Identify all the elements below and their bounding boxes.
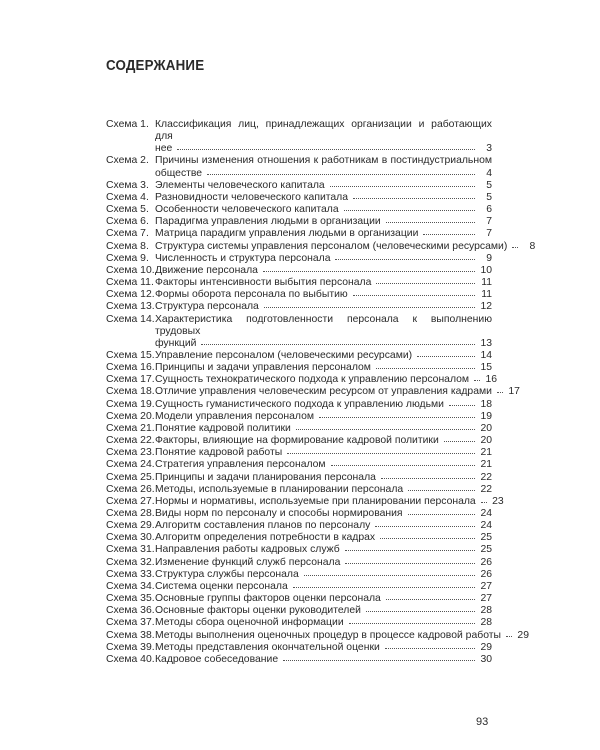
toc-entry-line [155, 399, 492, 411]
dot-leader [381, 478, 475, 479]
toc-entry-page: 23 [492, 495, 504, 507]
toc-entry [106, 362, 492, 374]
toc-entry-line [155, 143, 492, 155]
toc-entry-page: 3 [486, 143, 492, 155]
toc-entry-title: Матрица парадигм управления людьми в организации [155, 228, 419, 240]
toc-entry [106, 119, 492, 155]
toc-entry-page: 25 [480, 532, 492, 544]
toc-entry-line [155, 520, 492, 532]
toc-entry-number: Схема 30. [106, 532, 155, 544]
dot-leader [331, 465, 475, 466]
toc-entry-title: Виды норм по персоналу и способы нормирования [155, 508, 403, 519]
dot-leader [423, 234, 475, 235]
dot-leader [201, 344, 475, 345]
toc-entry-line [155, 374, 498, 386]
toc-entry [106, 569, 492, 581]
toc-entry-page: 28 [480, 617, 492, 629]
toc-entry-line [155, 265, 492, 277]
toc-entry-body [155, 423, 492, 435]
toc-entry-line [155, 654, 492, 666]
toc-entry-body [155, 629, 529, 642]
toc-entry-title: Основные группы факторов оценки персонала [155, 593, 381, 605]
toc-entry-line [155, 484, 492, 496]
toc-entry [106, 192, 492, 204]
dot-leader [408, 490, 475, 491]
toc-entry-number: Схема 19. [106, 398, 155, 410]
toc-entry-title: Алгоритм составления планов по персоналу [155, 520, 371, 532]
dot-leader [264, 307, 475, 308]
toc-entry-line [155, 216, 492, 228]
toc-entry-page: 20 [480, 435, 492, 447]
dot-leader [177, 149, 475, 150]
toc-entry-number: Схема 9. [106, 252, 149, 264]
toc-entry [106, 265, 492, 277]
toc-entry-body [155, 277, 492, 289]
toc-entry-title: Формы оборота персонала по выбытию [155, 289, 348, 301]
toc-entry-title: Факторы, влияющие на формирование кадровой политики [155, 435, 439, 447]
toc-entry-title: Сущность технократического подхода к управлению персоналом [155, 374, 470, 386]
toc-entry-body [155, 216, 492, 228]
toc-entry-page: 27 [480, 580, 492, 592]
toc-entry [106, 520, 492, 532]
toc-entry-title: Управление персоналом (человеческими ресурсами) [155, 349, 413, 361]
toc-entry-number: Схема 25. [106, 471, 155, 483]
toc-entry-number: Схема 33. [106, 568, 155, 580]
toc-entry-page: 4 [486, 167, 492, 179]
toc-entry-page: 7 [486, 228, 492, 240]
toc-entry [106, 557, 492, 569]
dot-leader [330, 186, 475, 187]
toc-entry-body [155, 581, 492, 593]
toc-entry-page: 30 [480, 653, 492, 665]
toc-entry-page: 21 [480, 447, 492, 459]
toc-entry-title: Причины изменения отношения к работникам в постиндустриальном [155, 155, 492, 167]
toc-entry-page: 7 [486, 216, 492, 228]
toc-entry-page: 14 [480, 349, 492, 361]
toc-entry [106, 508, 492, 520]
toc-entry-body [155, 180, 492, 192]
toc-entry-page: 11 [481, 289, 492, 301]
toc-entry-line [155, 593, 492, 605]
toc-entry-body [155, 617, 492, 629]
toc-entry-title: Основные факторы оценки руководителей [155, 605, 361, 617]
toc-entry-body [155, 228, 492, 240]
toc-entry-page: 24 [480, 520, 492, 532]
dot-leader [386, 222, 475, 223]
toc-entry [106, 228, 492, 240]
toc-entry [106, 314, 492, 350]
toc-entry-body [155, 459, 492, 471]
toc-entry-line [155, 629, 529, 642]
toc-entry-body [155, 557, 492, 569]
toc-entry [106, 180, 492, 192]
dot-leader [287, 453, 475, 454]
dot-leader [512, 247, 518, 248]
toc-entry-body [155, 569, 492, 581]
toc-entry-line [155, 642, 492, 654]
toc-entry-body [155, 265, 492, 277]
toc-entry-title: Отличие управления человеческим ресурсом от управления кадрами [155, 386, 492, 398]
toc-entry-number: Схема 32. [106, 556, 155, 568]
toc-entry [106, 642, 492, 654]
toc-entry [106, 240, 536, 253]
toc-entry-title: Факторы интенсивности выбытия персонала [155, 277, 372, 289]
toc-entry-page: 16 [485, 374, 498, 386]
toc-entry-number: Схема 6. [106, 216, 149, 228]
toc-entry-number: Схема 14. [106, 313, 155, 325]
dot-leader [293, 587, 475, 588]
toc-entry-body [155, 386, 520, 398]
toc-entry-number: Схема 31. [106, 544, 155, 556]
toc-entry-number: Схема 10. [106, 264, 155, 276]
toc-entry-line [155, 557, 492, 569]
toc-entry-title: Понятие кадровой работы [155, 447, 283, 459]
toc-entry-line [155, 581, 492, 593]
toc-entry [106, 301, 492, 313]
toc-entry [106, 386, 520, 398]
toc-entry [106, 374, 498, 386]
toc-entry-title: Понятие кадровой политики [155, 422, 291, 434]
toc-entry [106, 253, 492, 265]
toc-entry [106, 411, 492, 423]
toc-entry-page: 5 [486, 191, 492, 203]
toc-entry-number: Схема 34. [106, 580, 155, 592]
dot-leader [386, 599, 475, 600]
toc-entry-title: Методы, используемые в планировании персонала [155, 483, 404, 495]
toc-entry [106, 581, 492, 593]
toc-entry-line [155, 617, 492, 629]
toc-entry-title: Движение персонала [155, 264, 258, 276]
toc-entry-number: Схема 21. [106, 422, 155, 434]
toc-entry-body [155, 593, 492, 605]
toc-entry [106, 216, 492, 228]
toc-entry-line [155, 362, 492, 374]
toc-entry-body [155, 301, 492, 313]
toc-entry-title: Принципы и задачи планирования персонала [155, 471, 376, 483]
toc-entry-line [155, 277, 492, 289]
page-number: 93 [476, 716, 489, 728]
toc-entry-title: Структура системы управления персоналом (человеческими ресурсами) [155, 240, 508, 252]
toc-entry [106, 289, 492, 301]
toc-entry-line [155, 192, 492, 204]
toc-entry-page: 15 [480, 362, 492, 374]
toc-entry [106, 277, 492, 289]
toc-entry-line [155, 204, 492, 216]
toc-entry-title: Модели управления персоналом [155, 410, 315, 422]
toc-entry-body [155, 155, 492, 179]
toc-entry-number: Схема 37. [106, 617, 155, 629]
toc-entry-page: 29 [517, 629, 529, 641]
toc-entry-page: 22 [480, 483, 492, 495]
dot-leader [353, 198, 475, 199]
toc-entry-number: Схема 11. [106, 277, 154, 289]
dot-leader [417, 356, 475, 357]
toc-entry-line [155, 569, 492, 581]
toc-entry-number: Схема 2. [106, 155, 149, 167]
toc-entry [106, 155, 492, 179]
toc-entry [106, 447, 492, 459]
toc-entry-body [155, 362, 492, 374]
toc-entry-page: 22 [480, 471, 492, 483]
toc-entry-title: Особенности человеческого капитала [155, 204, 339, 216]
toc-entry-page: 24 [480, 508, 492, 519]
toc-entry-line [155, 338, 492, 350]
toc-entry-page: 25 [480, 544, 492, 556]
toc-entry-body [155, 240, 536, 253]
toc-entry-number: Схема 18. [106, 386, 155, 398]
toc-entry-number: Схема 16. [106, 362, 155, 374]
toc-entry-title: обществе [155, 167, 203, 179]
toc-entry-line [155, 532, 492, 544]
toc-entry-line [155, 508, 492, 520]
toc-entry-number: Схема 26. [106, 483, 155, 495]
toc-entry-title: Элементы человеческого капитала [155, 179, 325, 191]
toc-entry-title: Структура персонала [155, 301, 259, 313]
toc-entry-body [155, 374, 498, 386]
dot-leader [296, 429, 475, 430]
toc-entry-number: Схема 15. [106, 349, 155, 361]
dot-leader [349, 623, 475, 624]
toc-heading: СОДЕРЖАНИЕ [106, 58, 205, 74]
dot-leader [366, 611, 475, 612]
dot-leader [376, 283, 475, 284]
dot-leader [376, 368, 475, 369]
toc-entry-line [155, 180, 492, 192]
toc-entry-page: 29 [480, 641, 492, 653]
toc-entry-body [155, 508, 492, 520]
toc-entry-page: 12 [480, 301, 492, 313]
toc-entry-line [155, 495, 504, 508]
toc-entry-body [155, 399, 492, 411]
toc-entry-title: функций [155, 337, 197, 349]
dot-leader [344, 210, 475, 211]
toc-entry-number: Схема 8. [106, 240, 149, 252]
toc-entry [106, 495, 504, 508]
toc-entry-title: Классификация лиц, принадлежащих организации и работающих для [155, 119, 492, 143]
dot-leader [375, 526, 475, 527]
toc-entry-page: 26 [480, 556, 492, 568]
dot-leader [335, 259, 475, 260]
dot-leader [263, 271, 475, 272]
toc-entry-title: Принципы и задачи управления персоналом [155, 362, 371, 374]
toc-entry-number: Схема 3. [106, 179, 149, 191]
toc-entry-number: Схема 29. [106, 520, 155, 532]
toc-entry-body [155, 435, 492, 447]
toc-entry [106, 654, 492, 666]
toc-entry-page: 21 [480, 459, 492, 471]
toc-entry-body [155, 484, 492, 496]
toc-entry-body [155, 204, 492, 216]
dot-leader [380, 538, 475, 539]
toc-entry-number: Схема 24. [106, 459, 155, 471]
dot-leader [319, 417, 475, 418]
toc-entry-line [155, 605, 492, 617]
toc-entry-title: Методы сбора оценочной информации [155, 617, 344, 629]
toc-entry [106, 484, 492, 496]
toc-entry-line [155, 228, 492, 240]
toc-entry-title: Методы представления окончательной оценки [155, 641, 380, 653]
toc-entry-title: Парадигма управления людьми в организации [155, 216, 381, 228]
toc-entry-line [155, 411, 492, 423]
toc-entry-body [155, 192, 492, 204]
toc-entry-body [155, 495, 504, 508]
toc-entry [106, 423, 492, 435]
toc-entry-number: Схема 27. [106, 495, 155, 507]
dot-leader [444, 441, 475, 442]
toc-entry [106, 472, 492, 484]
toc-entry-line [155, 423, 492, 435]
toc-entry-body [155, 447, 492, 459]
toc-entry-page: 9 [486, 252, 492, 264]
toc-entry-body [155, 119, 492, 155]
toc-entry-body [155, 253, 492, 265]
toc-entry-number: Схема 28. [106, 508, 155, 519]
toc-entry [106, 544, 492, 556]
toc-entry-line [155, 459, 492, 471]
toc-entry-line [155, 447, 492, 459]
toc-entry [106, 629, 529, 642]
toc-entry-number: Схема 1. [106, 119, 149, 130]
toc-entry-page: 11 [481, 277, 492, 289]
toc-entry-number: Схема 7. [106, 228, 149, 240]
dot-leader [283, 660, 475, 661]
toc-entry-line [155, 350, 492, 362]
toc-entry-line [155, 240, 536, 253]
toc-entry-body [155, 532, 492, 544]
toc-entry-line [155, 472, 492, 484]
toc-entry-title: Разновидности человеческого капитала [155, 191, 349, 203]
dot-leader [497, 392, 503, 393]
toc-entry [106, 350, 492, 362]
toc-entry-number: Схема 20. [106, 410, 155, 422]
toc-entry-page: 27 [480, 593, 492, 605]
toc-list [106, 119, 536, 666]
toc-entry-body [155, 350, 492, 362]
dot-leader [345, 563, 475, 564]
toc-entry-number: Схема 13. [106, 301, 155, 313]
toc-entry-line [155, 301, 492, 313]
toc-entry [106, 435, 492, 447]
toc-entry [106, 204, 492, 216]
toc-entry-body [155, 520, 492, 532]
toc-entry-title: Сущность гуманистического подхода к управлению людьми [155, 398, 444, 410]
toc-entry-body [155, 289, 492, 301]
toc-entry-number: Схема 4. [106, 191, 149, 203]
toc-entry-line [155, 168, 492, 180]
toc-entry-page: 6 [486, 204, 492, 216]
toc-entry-number: Схема 39. [106, 641, 155, 653]
toc-entry-page: 26 [480, 568, 492, 580]
toc-entry [106, 605, 492, 617]
toc-entry-title: Стратегия управления персоналом [155, 459, 326, 471]
toc-entry-page: 28 [480, 605, 492, 617]
toc-entry-line [155, 289, 492, 301]
toc-entry-body [155, 314, 492, 350]
toc-entry-number: Схема 38. [106, 629, 155, 641]
toc-entry-body [155, 411, 492, 423]
toc-entry-number: Схема 35. [106, 593, 155, 605]
toc-entry-line [155, 253, 492, 265]
toc-entry-number: Схема 36. [106, 605, 155, 617]
dot-leader [353, 295, 475, 296]
toc-entry-page: 20 [480, 422, 492, 434]
toc-entry-title: Система оценки персонала [155, 580, 288, 592]
toc-entry-title: Кадровое собеседование [155, 653, 279, 665]
toc-entry-number: Схема 12. [106, 289, 155, 301]
toc-entry-number: Схема 22. [106, 435, 155, 447]
toc-entry-title: Алгоритм определения потребности в кадрах [155, 532, 376, 544]
dot-leader [474, 380, 480, 381]
toc-entry-line [155, 544, 492, 556]
toc-entry-page: 18 [480, 398, 492, 410]
toc-entry-body [155, 605, 492, 617]
toc-entry-body [155, 472, 492, 484]
toc-entry-title: Направления работы кадровых служб [155, 544, 340, 556]
toc-entry-page: 17 [508, 386, 520, 398]
dot-leader [481, 502, 487, 503]
toc-entry-page: 10 [480, 264, 492, 276]
toc-entry-title: Характеристика подготовленности персонала к выполнению трудовых [155, 313, 492, 337]
toc-entry [106, 399, 492, 411]
toc-entry-title: нее [155, 143, 173, 155]
dot-leader [304, 575, 475, 576]
toc-entry [106, 593, 492, 605]
toc-entry-page: 19 [480, 410, 492, 422]
toc-entry-body [155, 642, 492, 654]
toc-entry-title: Численность и структура персонала [155, 252, 331, 264]
dot-leader [385, 648, 475, 649]
toc-entry-number: Схема 5. [106, 204, 149, 216]
dot-leader [408, 514, 475, 515]
dot-leader [506, 636, 512, 637]
toc-entry-title: Методы выполнения оценочных процедур в процессе кадровой работы [155, 629, 501, 641]
toc-entry [106, 532, 492, 544]
toc-entry [106, 459, 492, 471]
toc-entry-title: Изменение функций служб персонала [155, 556, 341, 568]
toc-entry-title: Нормы и нормативы, используемые при планировании персонала [155, 495, 476, 507]
toc-entry-number: Схема 17. [106, 374, 155, 386]
dot-leader [207, 174, 475, 175]
toc-entry-page: 5 [486, 179, 492, 191]
toc-entry-page: 13 [480, 337, 492, 349]
toc-entry-number: Схема 40. [106, 653, 155, 665]
toc-entry-line [155, 435, 492, 447]
toc-entry-body [155, 544, 492, 556]
dot-leader [345, 550, 475, 551]
toc-entry-page: 8 [529, 240, 536, 252]
dot-leader [449, 405, 475, 406]
toc-entry-body [155, 654, 492, 666]
toc-entry-line [155, 386, 520, 398]
toc-entry [106, 617, 492, 629]
toc-entry-number: Схема 23. [106, 447, 155, 459]
toc-entry-title: Структура службы персонала [155, 568, 299, 580]
